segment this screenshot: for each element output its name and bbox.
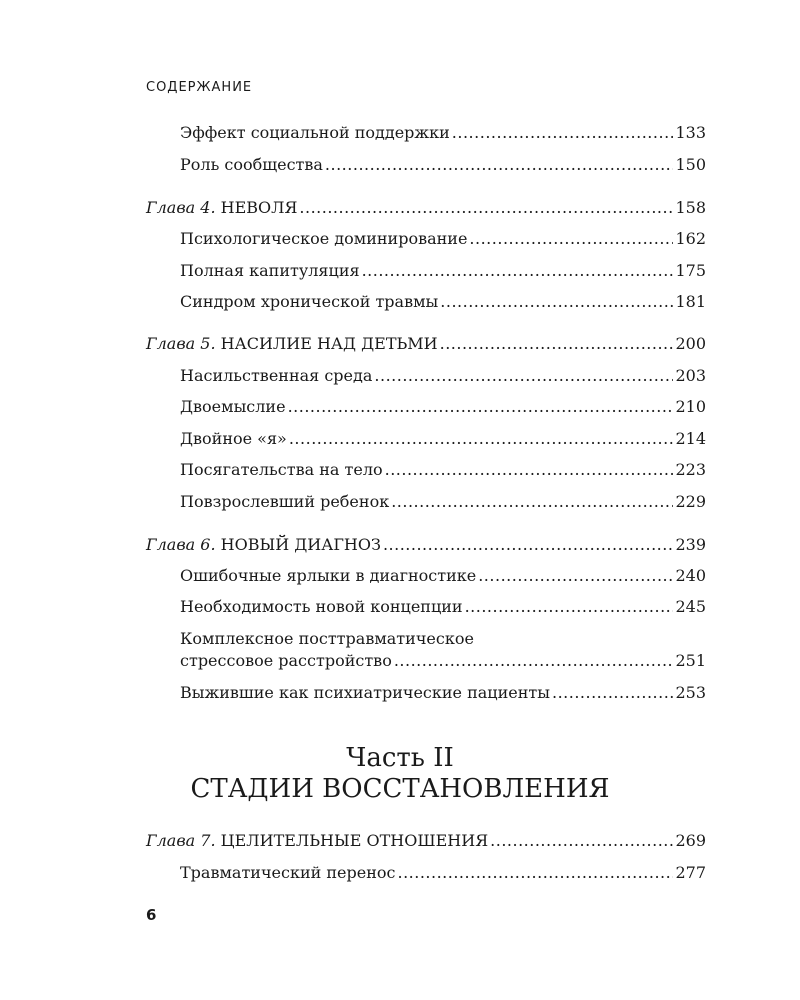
toc-entry-page: 175 — [675, 261, 706, 280]
dot-leader — [465, 597, 674, 617]
dot-leader — [440, 292, 673, 312]
part-number: Часть II — [346, 743, 454, 773]
toc-entry-page: 150 — [675, 155, 706, 174]
toc-entry[interactable] — [180, 651, 706, 671]
toc-entry-title: Синдром хронической травмы — [180, 292, 439, 311]
toc-entry-title: Травматический перенос — [180, 863, 396, 882]
toc-entry[interactable] — [180, 863, 706, 883]
chapter-name: НАСИЛИЕ НАД ДЕТЬМИ — [220, 334, 438, 353]
toc-entry[interactable] — [180, 492, 706, 512]
chapter-prefix: Глава 5. — [146, 334, 216, 353]
toc-entry-page: 214 — [675, 429, 706, 448]
page-number: 6 — [146, 906, 157, 924]
dot-leader — [288, 397, 674, 417]
toc-entry[interactable] — [180, 292, 706, 312]
toc-entry[interactable] — [180, 683, 706, 703]
chapter-prefix: Глава 7. — [146, 831, 216, 850]
toc-entry-page: 245 — [675, 597, 706, 616]
toc-entry-page: 240 — [675, 566, 706, 585]
part-title: СТАДИИ ВОССТАНОВЛЕНИЯ — [190, 774, 610, 804]
toc-entry-title: Психологическое доминирование — [180, 229, 468, 248]
toc-entry-title: Необходимость новой концепции — [180, 597, 463, 616]
toc-entry-page: 200 — [675, 334, 706, 353]
toc-entry-page: 229 — [675, 492, 706, 511]
toc-entry-title: Ошибочные ярлыки в диагностике — [180, 566, 477, 585]
toc-entry-title-line1: Комплексное посттравматическое — [180, 629, 474, 648]
toc-entry-page: 269 — [675, 831, 706, 850]
chapter-name: НОВЫЙ ДИАГНОЗ — [220, 535, 381, 554]
dot-leader — [362, 261, 674, 281]
dot-leader — [440, 334, 674, 354]
dot-leader — [452, 123, 674, 143]
toc-entry[interactable] — [180, 597, 706, 617]
toc-chapter-7[interactable] — [146, 831, 706, 851]
dot-leader — [391, 492, 673, 512]
dot-leader — [289, 429, 674, 449]
toc-chapter-title — [146, 535, 381, 555]
toc-entry[interactable] — [180, 397, 706, 417]
toc-entry[interactable] — [180, 155, 706, 175]
toc-entry-page: 223 — [675, 460, 706, 479]
toc-entry-page: 251 — [675, 651, 706, 670]
toc-entry-page: 203 — [675, 366, 706, 385]
toc-entry[interactable] — [180, 123, 706, 143]
toc-entry-page: 239 — [675, 535, 706, 554]
toc-chapter-5[interactable] — [146, 334, 706, 354]
chapter-prefix: Глава 6. — [146, 535, 216, 554]
toc-entry-title: Насильственная среда — [180, 366, 373, 385]
dot-leader — [397, 863, 673, 883]
toc-entry[interactable] — [180, 429, 706, 449]
toc-entry-title: Повзрослевший ребенок — [180, 492, 390, 511]
toc-entry-page: 158 — [675, 198, 706, 217]
toc-entry-title: Двоемыслие — [180, 397, 286, 416]
toc-entry-title: Двойное «я» — [180, 429, 287, 448]
toc-chapter-title — [146, 831, 488, 851]
dot-leader — [299, 198, 673, 218]
toc-entry-page: 162 — [675, 229, 706, 248]
dot-leader — [325, 155, 674, 175]
toc-chapter-4[interactable] — [146, 198, 706, 218]
toc-entry-page: 277 — [675, 863, 706, 882]
dot-leader — [374, 366, 673, 386]
chapter-prefix: Глава 4. — [146, 198, 216, 217]
toc-chapter-title — [146, 334, 438, 354]
toc-entry-page: 210 — [675, 397, 706, 416]
chapter-name: НЕВОЛЯ — [220, 198, 298, 217]
toc-entry[interactable] — [180, 460, 706, 480]
dot-leader — [383, 535, 674, 555]
toc-entry-title: Посягательства на тело — [180, 460, 383, 479]
toc-chapter-title — [146, 198, 297, 218]
toc-entry[interactable] — [180, 261, 706, 281]
toc-header: СОДЕРЖАНИЕ — [146, 80, 253, 95]
toc-entry-page: 133 — [675, 123, 706, 142]
toc-entry[interactable] — [180, 229, 706, 249]
toc-entry-page: 181 — [675, 292, 706, 311]
dot-leader — [478, 566, 673, 586]
dot-leader — [385, 460, 674, 480]
toc-entry-title: Эффект социальной поддержки — [180, 123, 450, 142]
chapter-name: ЦЕЛИТЕЛЬНЫЕ ОТНОШЕНИЯ — [220, 831, 489, 850]
toc-entry-title: Полная капитуляция — [180, 261, 360, 280]
toc-entry[interactable] — [180, 366, 706, 386]
toc-entry-page: 253 — [675, 683, 706, 702]
toc-entry-title: стрессовое расстройство — [180, 651, 392, 670]
toc-entry[interactable] — [180, 566, 706, 586]
dot-leader — [469, 229, 673, 249]
toc-entry-title: Выжившие как психиатрические пациенты — [180, 683, 550, 702]
dot-leader — [552, 683, 673, 703]
toc-entry-title: Роль сообщества — [180, 155, 323, 174]
dot-leader — [490, 831, 673, 851]
toc-chapter-6[interactable] — [146, 535, 706, 555]
dot-leader — [394, 651, 674, 671]
